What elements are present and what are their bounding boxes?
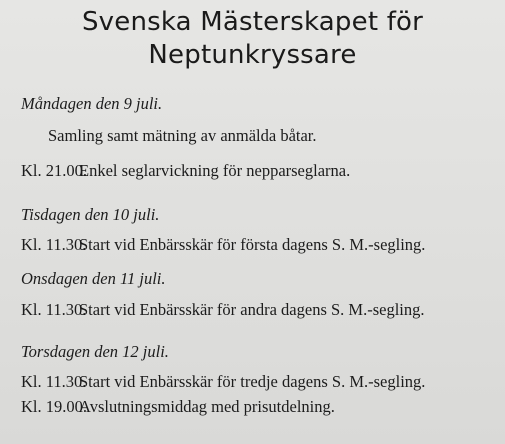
schedule-entry [21,235,425,255]
day-heading-thursday: Torsdagen den 12 juli. [21,342,169,361]
page-title-line-1: Svenska Mästerskapet för [81,7,424,37]
schedule-entry [21,161,350,181]
entry-text: Start vid Enbärsskär för andra dagens S. M.-segling. [79,300,425,319]
entry-time: Kl. 21.00. [21,161,87,180]
schedule-entry [48,126,317,146]
entry-text: Start vid Enbärsskär för tredje dagens S. M.-segling. [79,372,426,391]
schedule-entry [21,397,335,417]
schedule-entry [21,372,425,392]
day-heading-monday: Måndagen den 9 juli. [21,94,163,113]
page-title-line-2: Neptunkryssare [148,40,357,70]
entry-time: Kl. 11.30. [21,300,87,319]
entry-text: Start vid Enbärsskär för första dagens S. M.-segling. [79,235,426,254]
entry-text: Enkel seglarvickning för nepparseglarna. [79,161,351,180]
entry-text: Samling samt mätning av anmälda båtar. [48,126,317,145]
day-heading-tuesday: Tisdagen den 10 juli. [21,205,160,224]
schedule-entry [21,300,425,320]
entry-text: Avslutningsmiddag med prisutdelning. [79,397,335,416]
entry-time: Kl. 11.30. [21,235,87,254]
entry-time: Kl. 11.30. [21,372,87,391]
day-heading-wednesday: Onsdagen den 11 juli. [21,269,166,288]
entry-time: Kl. 19.00. [21,397,87,416]
